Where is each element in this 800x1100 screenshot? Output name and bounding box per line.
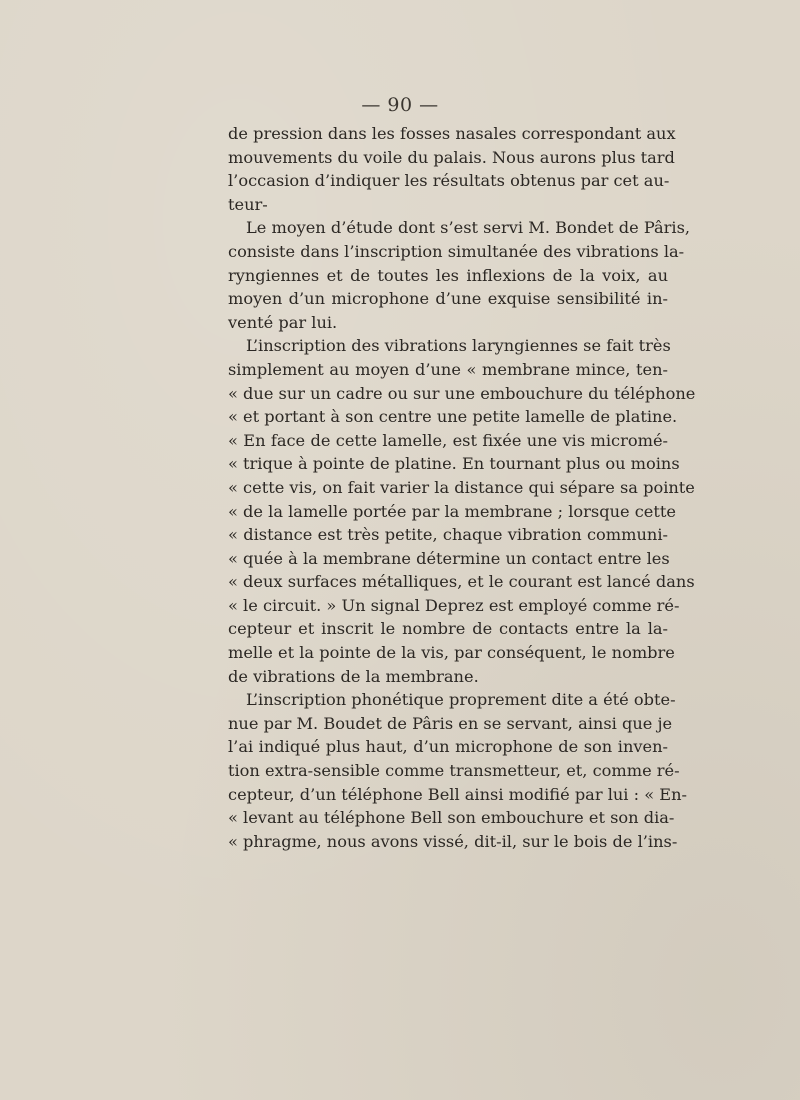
text-line: « distance est très petite, chaque vibration communi- xyxy=(228,525,668,545)
text-line: « trique à pointe de platine. En tournant plus ou moins xyxy=(228,454,680,474)
text-line: tion extra-sensible comme transmetteur, et, comme ré- xyxy=(228,761,680,781)
text-line: « phragme, nous avons vissé, dit-il, sur le bois de l’ins- xyxy=(228,831,678,851)
text-line: « deux surfaces métalliques, et le courant est lancé dans xyxy=(228,572,695,592)
paragraph-1 xyxy=(228,122,676,216)
page-number: — 90 — xyxy=(361,94,439,116)
paragraph-3 xyxy=(228,334,696,688)
text-line: « quée à la membrane détermine un contact entre les xyxy=(228,548,670,568)
text-line: « de la lamelle portée par la membrane ; lorsque cette xyxy=(228,501,676,521)
paragraph-4 xyxy=(228,688,687,853)
text-line: cepteur, d’un téléphone Bell ainsi modifié par lui : « En- xyxy=(228,784,687,804)
text-line: « levant au téléphone Bell son embouchure et son dia- xyxy=(228,808,675,828)
text-line: « En face de cette lamelle, est fixée une vis micromé- xyxy=(228,430,668,450)
text-line: simplement au moyen d’une « membrane mince, ten- xyxy=(228,359,668,379)
text-line: nue par M. Boudet de Pâris en se servant, ainsi que je xyxy=(228,713,673,733)
text-line: « cette vis, on fait varier la distance qui sépare sa pointe xyxy=(228,477,695,497)
text-line: L’inscription phonétique proprement dite a été obte- xyxy=(246,690,676,710)
text-line: « le circuit. » Un signal Deprez est employé comme ré- xyxy=(228,595,680,615)
text-line: de vibrations de la membrane. xyxy=(228,666,479,686)
text-line: ryngiennes et de toutes les inflexions de la voix, au xyxy=(228,265,668,285)
text-line: « due sur un cadre ou sur une embouchure du téléphone xyxy=(228,383,696,403)
text-line: Le moyen d’étude dont s’est servi M. Bondet de Pâris, xyxy=(246,218,691,238)
text-line: venté par lui. xyxy=(228,312,338,332)
text-line: mouvements du voile du palais. Nous aurons plus tard xyxy=(228,147,675,167)
text-line: L’inscription des vibrations laryngiennes se fait très xyxy=(246,336,671,356)
text-line: cepteur et inscrit le nombre de contacts entre la la- xyxy=(228,619,668,639)
text-line: l’ai indiqué plus haut, d’un microphone de son inven- xyxy=(228,737,668,757)
body-text xyxy=(228,122,696,853)
paragraph-2 xyxy=(228,216,691,334)
text-line: moyen d’un microphone d’une exquise sensibilité in- xyxy=(228,289,668,309)
text-line: teur- xyxy=(228,194,268,214)
text-line: « et portant à son centre une petite lamelle de platine. xyxy=(228,407,678,427)
text-line: melle et la pointe de la vis, par conséquent, le nombre xyxy=(228,643,675,663)
text-line: l’occasion d’indiquer les résultats obtenus par cet au- xyxy=(228,171,670,191)
text-line: de pression dans les fosses nasales correspondant aux xyxy=(228,124,676,143)
text-line: consiste dans l’inscription simultanée des vibrations la- xyxy=(228,241,685,261)
